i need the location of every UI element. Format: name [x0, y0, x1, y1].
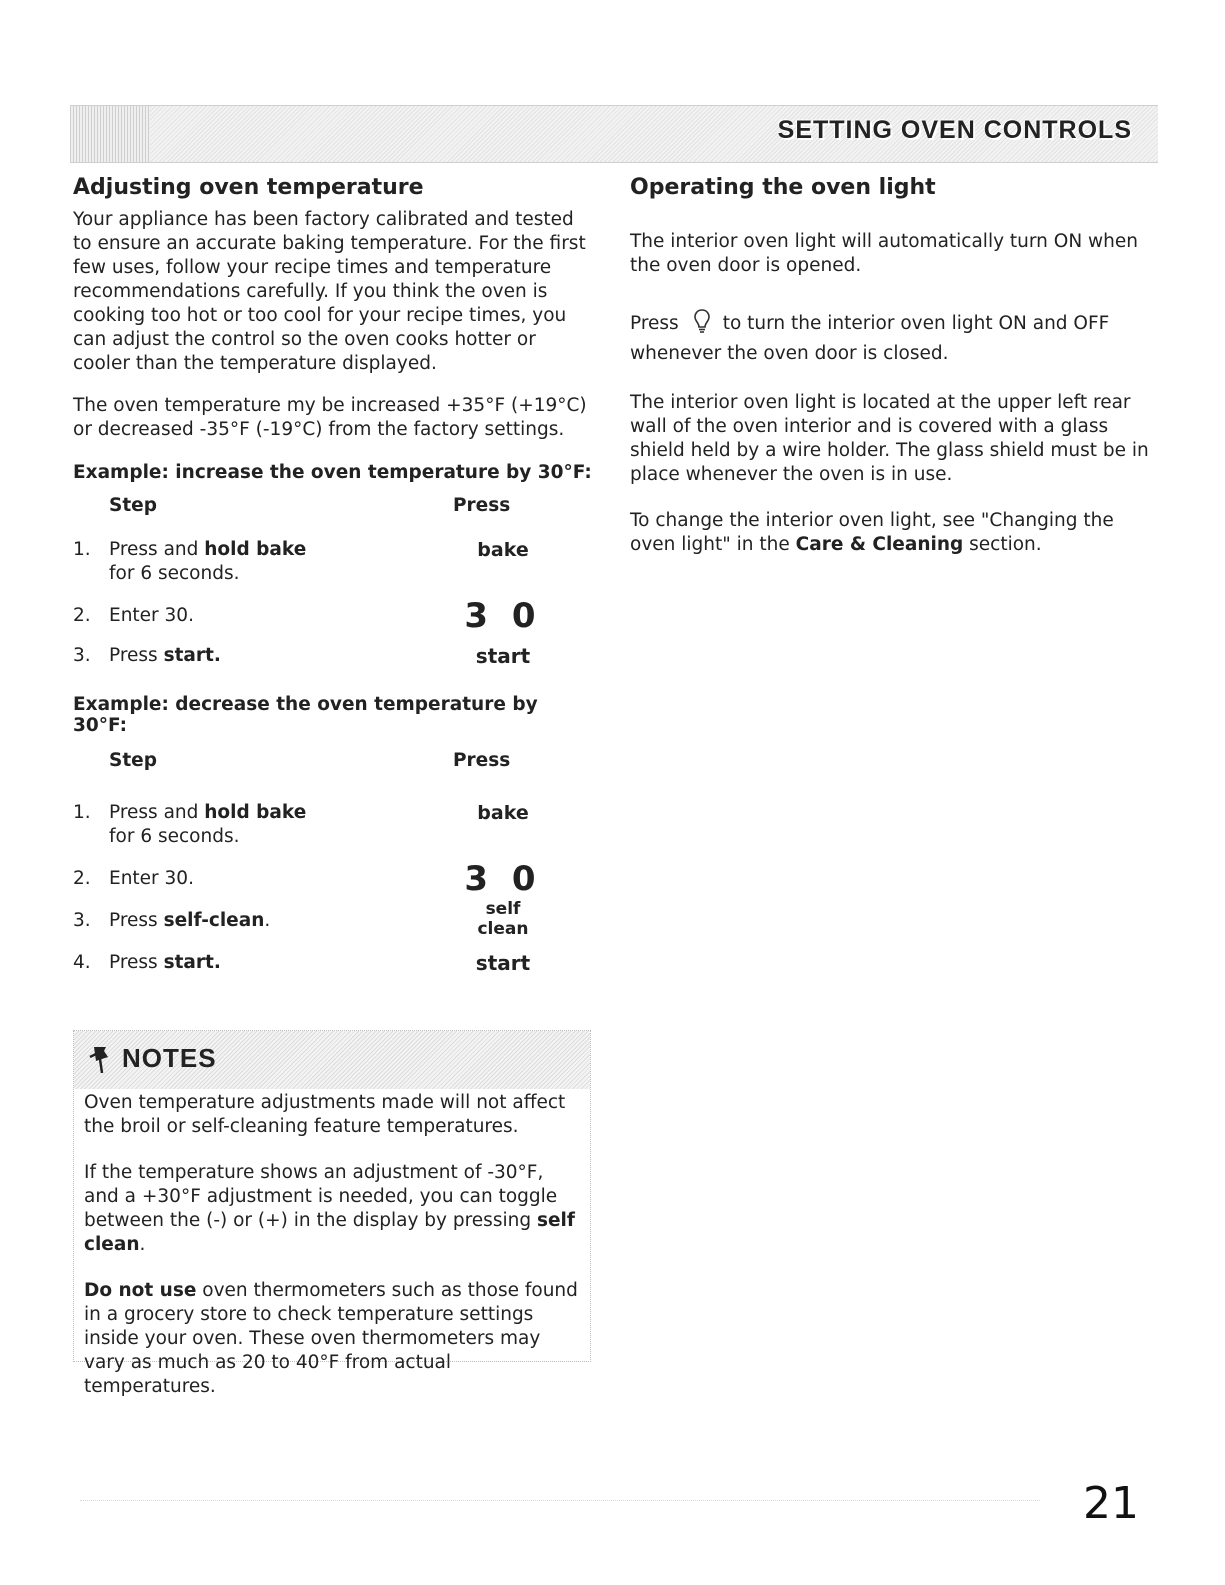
step-text: Press start.	[109, 952, 221, 973]
decrease-steps	[73, 750, 593, 975]
step-text: Press and hold bake for 6 seconds.	[109, 802, 307, 847]
page-number: 21	[1083, 1478, 1139, 1529]
step-row	[73, 598, 593, 634]
light-auto-paragraph: The interior oven light will automatically turn ON when the oven door is opened.	[630, 231, 1139, 276]
oven-light-heading: Operating the oven light	[630, 175, 936, 200]
press-column-header: Press	[453, 495, 511, 516]
step-table-header	[73, 750, 593, 771]
step-row	[73, 538, 593, 586]
self-clean-key: self clean	[477, 899, 529, 939]
light-change-paragraph: To change the interior oven light, see "Changing the oven light" in the Care & Cleaning section.	[630, 510, 1114, 555]
note-text: Oven temperature adjustments made will not affect the broil or self-cleaning feature temperatures.	[84, 1092, 566, 1137]
step-table-header	[73, 495, 593, 516]
decrease-example-title: Example: decrease the oven temperature by 30°F:	[73, 694, 538, 736]
right-column	[630, 175, 1160, 557]
step-row	[73, 861, 593, 897]
light-bulb-icon	[693, 308, 711, 334]
step-text: Press self-clean.	[109, 910, 271, 931]
step-column-header: Step	[109, 750, 157, 771]
step-row	[73, 899, 593, 939]
adjusting-temperature-heading: Adjusting oven temperature	[73, 175, 424, 200]
step-row	[73, 644, 593, 668]
increase-example-title: Example: increase the oven temperature by 30°F:	[73, 462, 592, 483]
start-key: start	[475, 644, 531, 668]
footer-divider	[80, 1500, 1040, 1501]
pushpin-icon	[88, 1043, 116, 1075]
section-header-bar	[70, 105, 1158, 163]
step-text: Enter 30.	[109, 868, 194, 889]
left-column	[73, 175, 593, 975]
step-text: Press start.	[109, 645, 221, 666]
light-location-paragraph: The interior oven light is located at the upper left rear wall of the oven interior and is covered with a glass shield held by a wire holder. The glass shield must be in place whenever the oven is in use.	[630, 392, 1149, 485]
step-number: 3.	[73, 645, 91, 666]
digit-keys-30: 3 0	[464, 596, 542, 636]
note-text: If the temperature shows an adjustment of -30°F, and a +30°F adjustment is needed, you can toggle between the (-) or (+) in the display by pressing self clean.	[84, 1162, 575, 1255]
notes-header	[74, 1031, 590, 1089]
step-text: Press and hold bake for 6 seconds.	[109, 539, 307, 584]
digit-keys-30: 3 0	[464, 859, 542, 899]
increase-steps	[73, 495, 593, 668]
step-number: 2.	[73, 868, 91, 889]
step-row	[73, 801, 593, 849]
notes-title: NOTES	[122, 1043, 217, 1073]
light-button-paragraph: Press to turn the interior oven light ON and OFF whenever the oven door is closed.	[630, 308, 1160, 369]
calibration-paragraph: Your appliance has been factory calibrated and tested to ensure an accurate baking temperature. For the first few uses, follow your recipe times and temperature recommendations carefully. If you think the oven is cooking too hot or too cool for your recipe times, you can adjust the control so the oven cooks hotter or cooler than the temperature displayed.	[73, 209, 586, 374]
notes-body	[74, 1089, 590, 1399]
step-number: 4.	[73, 952, 91, 973]
notes-box	[73, 1030, 591, 1397]
step-row	[73, 951, 593, 975]
step-number: 1.	[73, 802, 91, 823]
step-column-header: Step	[109, 495, 157, 516]
bake-key: bake	[477, 539, 529, 561]
step-number: 2.	[73, 605, 91, 626]
temperature-range-paragraph: The oven temperature my be increased +35°F (+19°C) or decreased -35°F (-19°C) from the factory settings.	[73, 395, 587, 440]
step-number: 3.	[73, 910, 91, 931]
bake-key: bake	[477, 802, 529, 824]
step-number: 1.	[73, 539, 91, 560]
note-text: Do not use oven thermometers such as those found in a grocery store to check temperature settings inside your oven. These oven thermometers may vary as much as 20 to 40°F from actual temperatures.	[84, 1280, 578, 1397]
section-title: SETTING OVEN CONTROLS	[777, 116, 1132, 144]
start-key: start	[475, 951, 531, 975]
step-text: Enter 30.	[109, 605, 194, 626]
press-column-header: Press	[453, 750, 511, 771]
